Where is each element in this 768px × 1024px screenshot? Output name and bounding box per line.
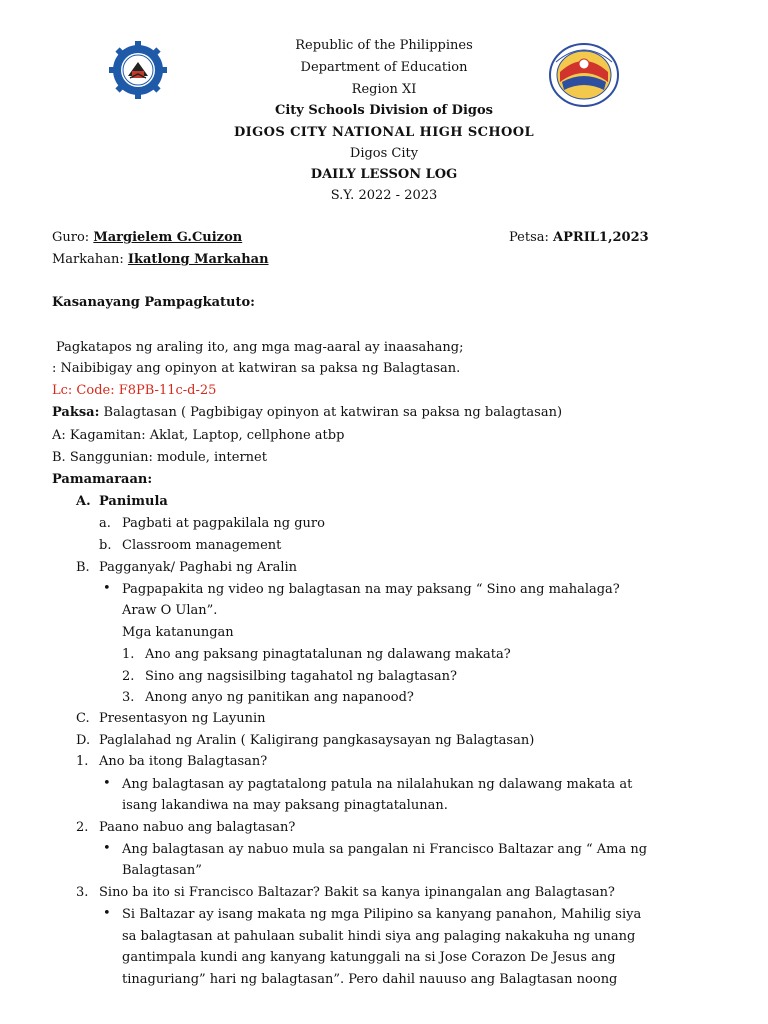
guro-label: Guro: [52,230,90,245]
petsa-row [509,229,649,247]
doc-title: DAILY LESSON LOG [310,167,458,182]
discussion-answer-line: Ang balagtasan ay pagtatalong patula na nilalahukan ng dalawang makata at [122,777,633,792]
question-item: Anong anyo ng panitikan ang napanood? [145,690,414,705]
bullet-icon: • [103,906,111,921]
panimula-item-marker: b. [99,538,112,553]
lc-code: Lc: Code: F8PB-11c-d-25 [52,383,217,398]
header-department: Department of Education [300,60,468,75]
header-school: DIGOS CITY NATIONAL HIGH SCHOOL [233,125,535,140]
kasanayan-heading: Kasanayang Pampagkatuto: [52,295,255,310]
panimula-item: Classroom management [122,538,282,553]
panimula-item-marker: a. [99,516,111,531]
bullet-icon: • [103,776,111,791]
panimula-marker: A. [76,494,91,509]
pagganyak-bullet-line: Araw O Ulan”. [122,603,218,618]
pagganyak-bullet-line: Pagpapakita ng video ng balagtasan na may paksang “ Sino ang mahalaga? [122,582,620,597]
petsa-value: APRIL1,2023 [553,230,649,245]
school-year: S.Y. 2022 - 2023 [330,188,438,203]
bullet-icon: • [103,841,111,856]
header-republic: Republic of the Philippines [295,38,473,53]
discussion-answer-line: isang lakandiwa na may paksang pinagtatalunan. [122,798,448,813]
discussion-question: Ano ba itong Balagtasan? [99,754,268,769]
markahan-label: Markahan: [52,252,124,267]
discussion-answer-line: Si Baltazar ay isang makata ng mga Pilipino sa kanyang panahon, Mahilig siya [122,907,642,922]
discussion-question: Paano nabuo ang balagtasan? [99,820,296,835]
paglalahad-marker: D. [76,733,91,748]
question-item: Ano ang paksang pinagtatalunan ng dalawang makata? [145,647,511,662]
paksa-value: Balagtasan ( Pagbibigay opinyon at katwiran sa paksa ng balagtasan) [103,405,563,420]
guro-value: Margielem G.Cuizon [93,230,243,245]
sanggunian-text: B. Sanggunian: module, internet [52,450,267,465]
question-marker: 1. [122,647,135,662]
discussion-marker: 1. [76,754,89,769]
panimula-title: Panimula [99,494,168,509]
petsa-label: Petsa: [509,230,549,245]
discussion-answer-line: gantimpala kundi ang kanyang katunggali na si Jose Corazon De Jesus ang [122,950,616,965]
discussion-marker: 2. [76,820,89,835]
question-marker: 3. [122,690,135,705]
guro-row [52,229,242,247]
header-city: Digos City [349,146,419,161]
kagamitan-text: A: Kagamitan: Aklat, Laptop, cellphone atbp [52,428,345,443]
discussion-answer-line: sa balagtasan at pahulaan subalit hindi siya ang palaging nakakuha ng unang [122,929,636,944]
discussion-answer-line: Ang balagtasan ay nabuo mula sa pangalan ni Francisco Baltazar ang “ Ama ng [122,842,648,857]
intro-text: Pagkatapos ng araling ito, ang mga mag-aaral ay inaasahang; [56,340,464,355]
questions-label: Mga katanungan [122,625,234,640]
header-region: Region XI [351,82,417,97]
discussion-question: Sino ba ito si Francisco Baltazar? Bakit sa kanya ipinangalan ang Balagtasan? [99,885,615,900]
discussion-answer-line: tinaguriang” hari ng balagtasan”. Pero dahil nauuso ang Balagtasan noong [122,972,618,987]
pagganyak-title: Pagganyak/ Paghabi ng Aralin [99,560,298,575]
question-item: Sino ang nagsisilbing tagahatol ng balagtasan? [145,669,457,684]
markahan-row [52,251,269,269]
objective-text: : Naibibigay ang opinyon at katwiran sa paksa ng Balagtasan. [52,361,461,376]
discussion-marker: 3. [76,885,89,900]
markahan-value: Ikatlong Markahan [127,252,269,267]
pagganyak-marker: B. [76,560,90,575]
paksa-row [52,404,562,422]
discussion-answer-line: Balagtasan” [122,863,202,878]
bullet-icon: • [103,581,111,596]
header-division: City Schools Division of Digos [275,103,493,118]
presentasyon-marker: C. [76,711,90,726]
pamamaraan-heading: Pamamaraan: [52,472,153,487]
panimula-item: Pagbati at pagpakilala ng guro [122,516,325,531]
presentasyon-text: Presentasyon ng Layunin [99,711,266,726]
paglalahad-text: Paglalahad ng Aralin ( Kaligirang pangkasaysayan ng Balagtasan) [99,733,535,748]
question-marker: 2. [122,669,135,684]
paksa-label: Paksa: [52,405,100,420]
